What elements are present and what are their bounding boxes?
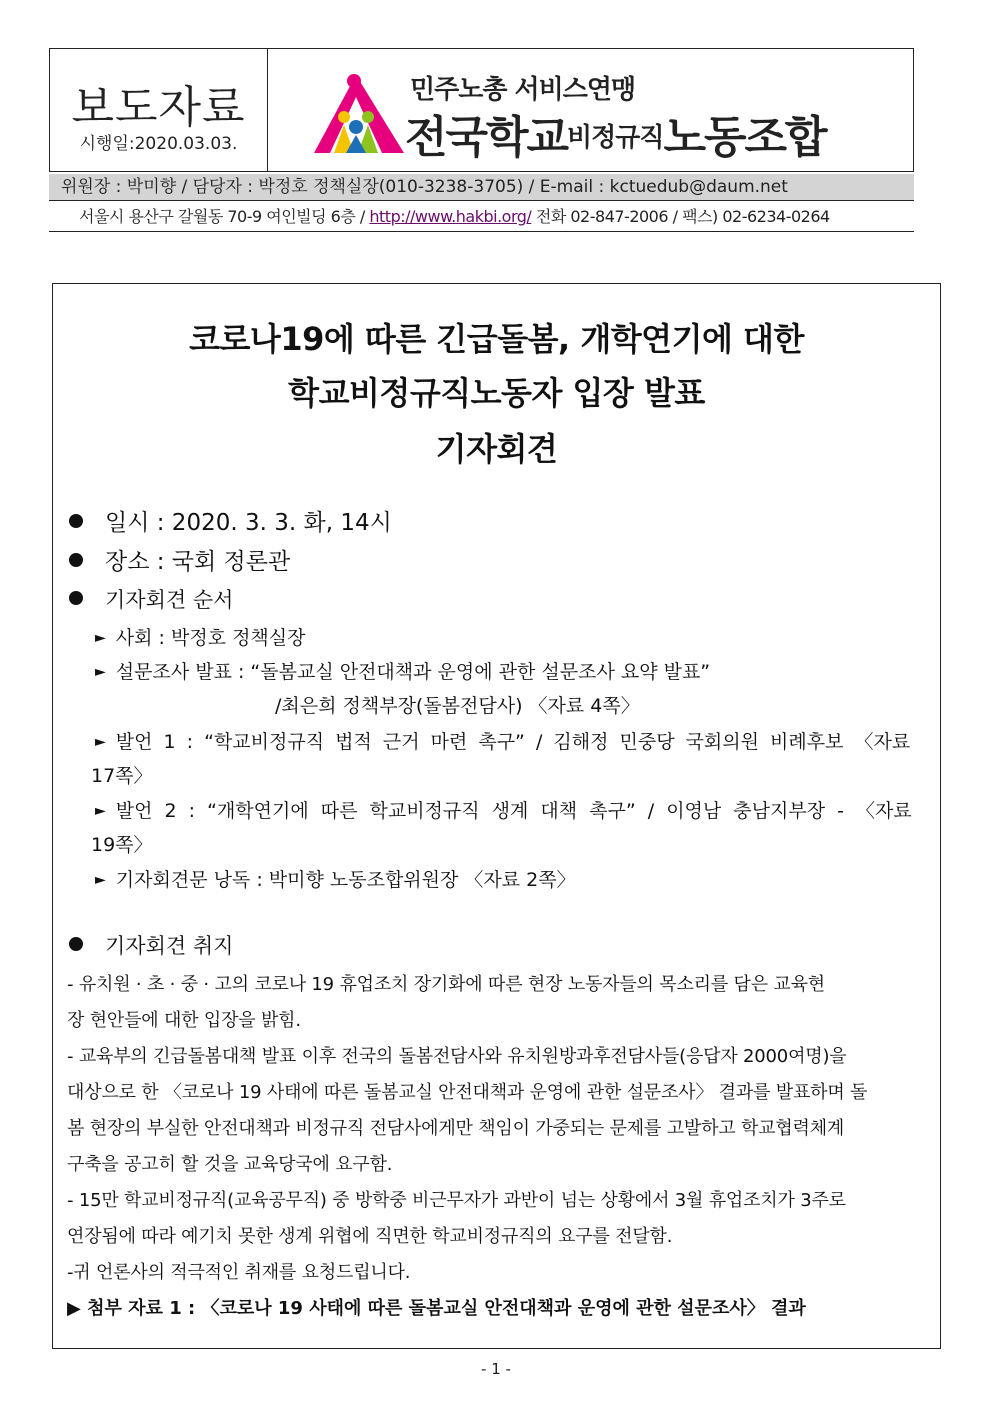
bullet-purpose (69, 930, 233, 960)
order-item-host (95, 623, 306, 650)
triangle-right-icon: ► (95, 734, 106, 750)
page-number: - 1 - (481, 1360, 511, 1378)
address-text: 서울시 용산구 갈월동 70-9 여인빌딩 6층 / (79, 207, 370, 226)
attachment-note: ▶ 첨부 자료 1 : 〈코로나 19 사태에 따른 돌봄교실 안전대책과 운영에 관한 설문조사〉 결과 (67, 1298, 806, 1319)
federation-name: 민주노총 서비스연맹 (410, 75, 636, 105)
content-box (52, 283, 941, 1349)
purpose-heading: 기자회견 취지 (105, 934, 234, 958)
order-speech1-text: 발언 1 : “학교비정규직 법적 근거 마련 촉구” / 김해정 민중당 국회의원 비례후보 〈자료 (115, 731, 911, 753)
bullet-dot-icon (69, 514, 83, 528)
purpose-line: - 15만 학교비정규직(교육공무직) 중 방학중 비근무자가 과반이 넘는 상황에서 3월 휴업조치가 3주로 (67, 1190, 846, 1211)
union-name-part-3: 노동조합 (663, 112, 826, 163)
bullet-dot-icon (69, 553, 83, 567)
order-survey-text: 설문조사 발표 : “돌봄교실 안전대책과 운영에 관한 설문조사 요약 발표” (115, 661, 711, 683)
triangle-right-icon: ► (95, 872, 106, 888)
order-reading-text: 기자회견문 낭독 : 박미향 노동조합위원장 〈자료 2쪽〉 (115, 869, 576, 891)
phone-fax-text: 전화 02-847-2006 / 팩스) 02-6234-0264 (531, 207, 830, 226)
title-line-3: 기자회견 (435, 430, 558, 468)
title-line-2: 학교비정규직노동자 입장 발표 (288, 374, 705, 412)
triangle-right-icon: ► (95, 630, 106, 646)
order-item-speech1 (95, 727, 910, 754)
union-name-part-1: 전국학교 (405, 112, 568, 163)
title-line-1: 코로나19에 따른 긴급돌봄, 개학연기에 대한 (189, 320, 804, 358)
order-speech2-text: 발언 2 : “개학연기에 따른 학교비정규직 생계 대책 촉구” / 이영남 충남지부장 - 〈자료 (115, 800, 912, 822)
release-date: 시행일:2020.03.03. (79, 134, 238, 154)
order-item-reading (95, 865, 576, 892)
bullet-place (69, 543, 290, 576)
order-heading: 기자회견 순서 (105, 588, 234, 612)
bullet-order (69, 584, 233, 614)
place-text: 장소 : 국회 정론관 (105, 549, 291, 575)
order-survey-speaker: /최은희 정책부장(돌봄전담사) 〈자료 4쪽〉 (275, 695, 640, 717)
purpose-line: 대상으로 한 〈코로나 19 사태에 따른 돌봄교실 안전대책과 운영에 관한 설문조사〉 결과를 발표하며 돌 (67, 1082, 868, 1103)
purpose-line: 봄 현장의 부실한 안전대책과 비정규직 전담사에게만 책임이 가중되는 문제를 고발하고 학교협력체계 (67, 1118, 845, 1139)
press-release-cell (50, 49, 268, 171)
order-speech2-cont: 19쪽〉 (91, 834, 153, 856)
purpose-line: 연장됨에 따라 예기치 못한 생계 위협에 직면한 학교비정규직의 요구를 전달함. (67, 1226, 673, 1247)
order-host-text: 사회 : 박정호 정책실장 (115, 627, 306, 649)
contact-bar: 위원장 : 박미향 / 담당자 : 박정호 정책실장(010-3238-3705) / E-mail : kctuedub@daum.net (49, 174, 914, 201)
triangle-right-icon: ► (95, 664, 106, 680)
address-line (49, 204, 914, 232)
purpose-line: 구축을 공고히 할 것을 교육당국에 요구함. (67, 1154, 393, 1175)
union-name (405, 101, 826, 165)
purpose-line: - 유치원 · 초 · 중 · 고의 코로나 19 휴업조치 장기화에 따른 현장 노동자들의 목소리를 담은 교육현 (67, 974, 825, 995)
triangle-right-icon: ► (95, 803, 106, 819)
order-item-survey (95, 657, 710, 684)
homepage-link[interactable]: http://www.hakbi.org/ (369, 207, 532, 226)
union-name-part-2: 비정규직 (567, 123, 664, 153)
bullet-date (69, 504, 392, 537)
purpose-line: - 교육부의 긴급돌봄대책 발표 이후 전국의 돌봄전담사와 유치원방과후전담사들(응답자 2000여명)을 (67, 1046, 847, 1067)
order-speech1-cont: 17쪽〉 (91, 765, 153, 787)
header-box (49, 48, 914, 172)
press-release-title: 보도자료 (71, 82, 246, 133)
order-item-speech2 (95, 796, 912, 823)
purpose-line: 장 현안들에 대한 입장을 밝힘. (67, 1010, 301, 1031)
date-text: 일시 : 2020. 3. 3. 화, 14시 (105, 510, 392, 536)
purpose-line: -귀 언론사의 적극적인 취재를 요청드립니다. (67, 1262, 411, 1283)
bullet-dot-icon (69, 591, 83, 605)
bullet-dot-icon (69, 937, 83, 951)
